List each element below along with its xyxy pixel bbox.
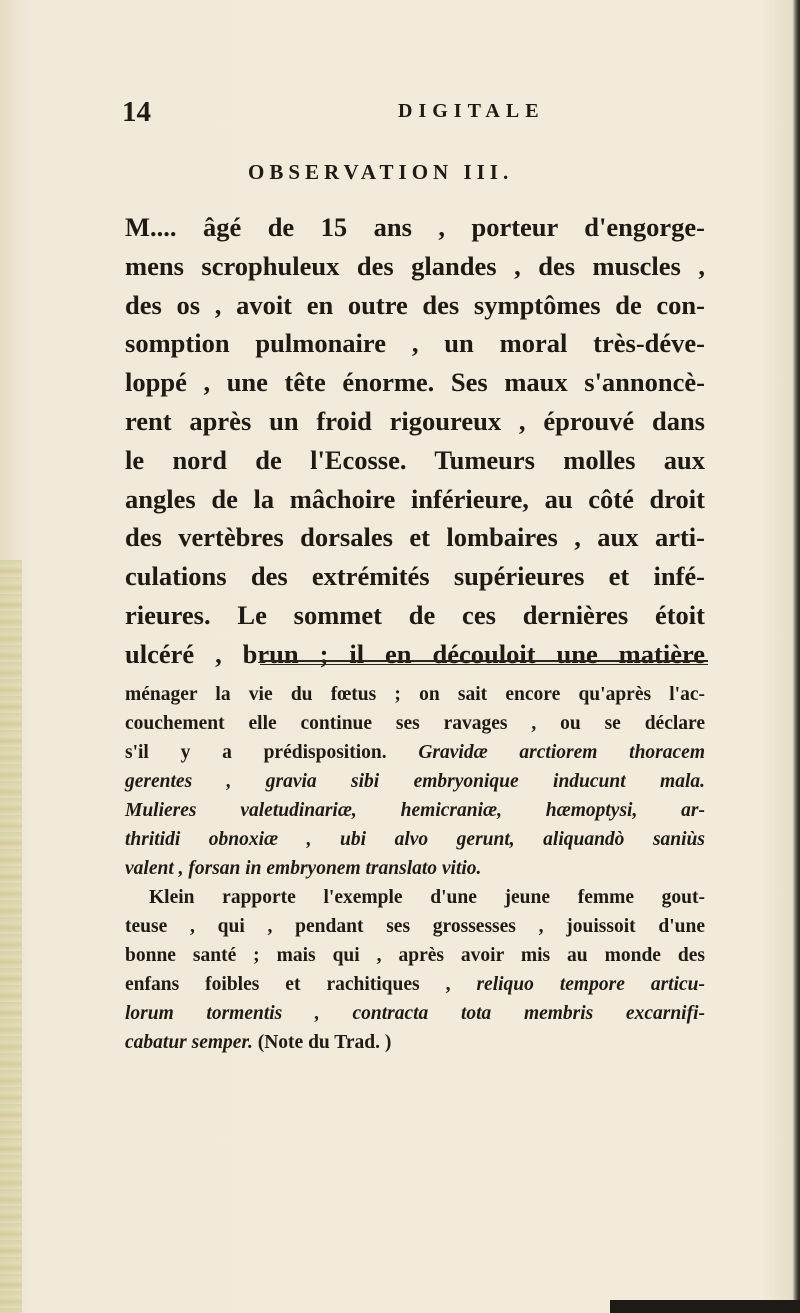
- latin-quote: lorum tormentis , contracta tota membris excarnifi-: [125, 1003, 705, 1024]
- latin-quote: Mulieres valetudinariæ, hemicraniæ, hæmoptysi, ar-: [125, 800, 705, 821]
- latin-quote: Gravidæ arctiorem thoracem: [418, 742, 705, 763]
- footnote-text: s'il y a prédisposition.: [125, 742, 387, 763]
- page-edge-left: [0, 560, 22, 1313]
- running-title: DIGITALE: [398, 100, 545, 122]
- footnote-line: bonne santé ; mais qui , après avoir mis au monde des: [125, 945, 705, 966]
- page-header: [122, 96, 682, 136]
- footnote-text: enfans foibles et rachitiques ,: [125, 974, 451, 995]
- footnote-line: [125, 738, 705, 767]
- latin-quote: reliquo tempore articu-: [476, 974, 705, 995]
- main-line: rieures. Le sommet de ces dernières étoit: [125, 599, 705, 630]
- main-line: des os , avoit en outre des symptômes de con-: [125, 289, 705, 320]
- latin-quote: cabatur semper.: [125, 1032, 253, 1053]
- main-line: M.... âgé de 15 ans , porteur d'engorge-: [125, 212, 705, 242]
- footnote-line: teuse , qui , pendant ses grossesses , jouissoit d'une: [125, 916, 705, 937]
- translator-note: (Note du Trad. ): [257, 1032, 392, 1053]
- latin-quote: gerentes , gravia sibi embryonique inducunt mala.: [125, 771, 705, 792]
- observation-title: OBSERVATION III.: [248, 160, 514, 184]
- footnote-line: ménager la vie du fœtus ; on sait encore qu'après l'ac-: [125, 684, 705, 705]
- footnote-divider: [260, 660, 708, 665]
- main-line: culations des extrémités supérieures et infé-: [125, 561, 705, 592]
- footnote-line: [125, 970, 705, 999]
- footnote: [125, 680, 705, 1057]
- latin-quote: valent , forsan in embryonem translato vitio.: [125, 858, 482, 879]
- footnote-line: couchement elle continue ses ravages , ou se déclare: [125, 713, 705, 734]
- page-edge-right: [792, 0, 800, 1313]
- footnote-line: [125, 1028, 705, 1057]
- latin-quote: thritidi obnoxiæ , ubi alvo gerunt, aliquandò saniùs: [125, 829, 705, 850]
- main-line: somption pulmonaire , un moral très-déve-: [125, 328, 705, 359]
- main-line: angles de la mâchoire inférieure, au côté droit: [125, 483, 705, 514]
- main-line: ulcéré , brun ; il en découloit une matière: [125, 638, 705, 669]
- main-line: loppé , une tête énorme. Ses maux s'annoncè-: [125, 367, 705, 398]
- main-line: mens scrophuleux des glandes , des muscles ,: [125, 250, 705, 281]
- main-line: rent après un froid rigoureux , éprouvé dans: [125, 405, 705, 436]
- footnote-line: Klein rapporte l'exemple d'une jeune femme gout-: [149, 887, 705, 908]
- page-bottom-edge: [610, 1300, 800, 1313]
- main-line: le nord de l'Ecosse. Tumeurs molles aux: [125, 444, 705, 475]
- page-number: 14: [122, 96, 151, 128]
- main-line: des vertèbres dorsales et lombaires , aux arti-: [125, 522, 705, 553]
- main-text: [125, 208, 705, 674]
